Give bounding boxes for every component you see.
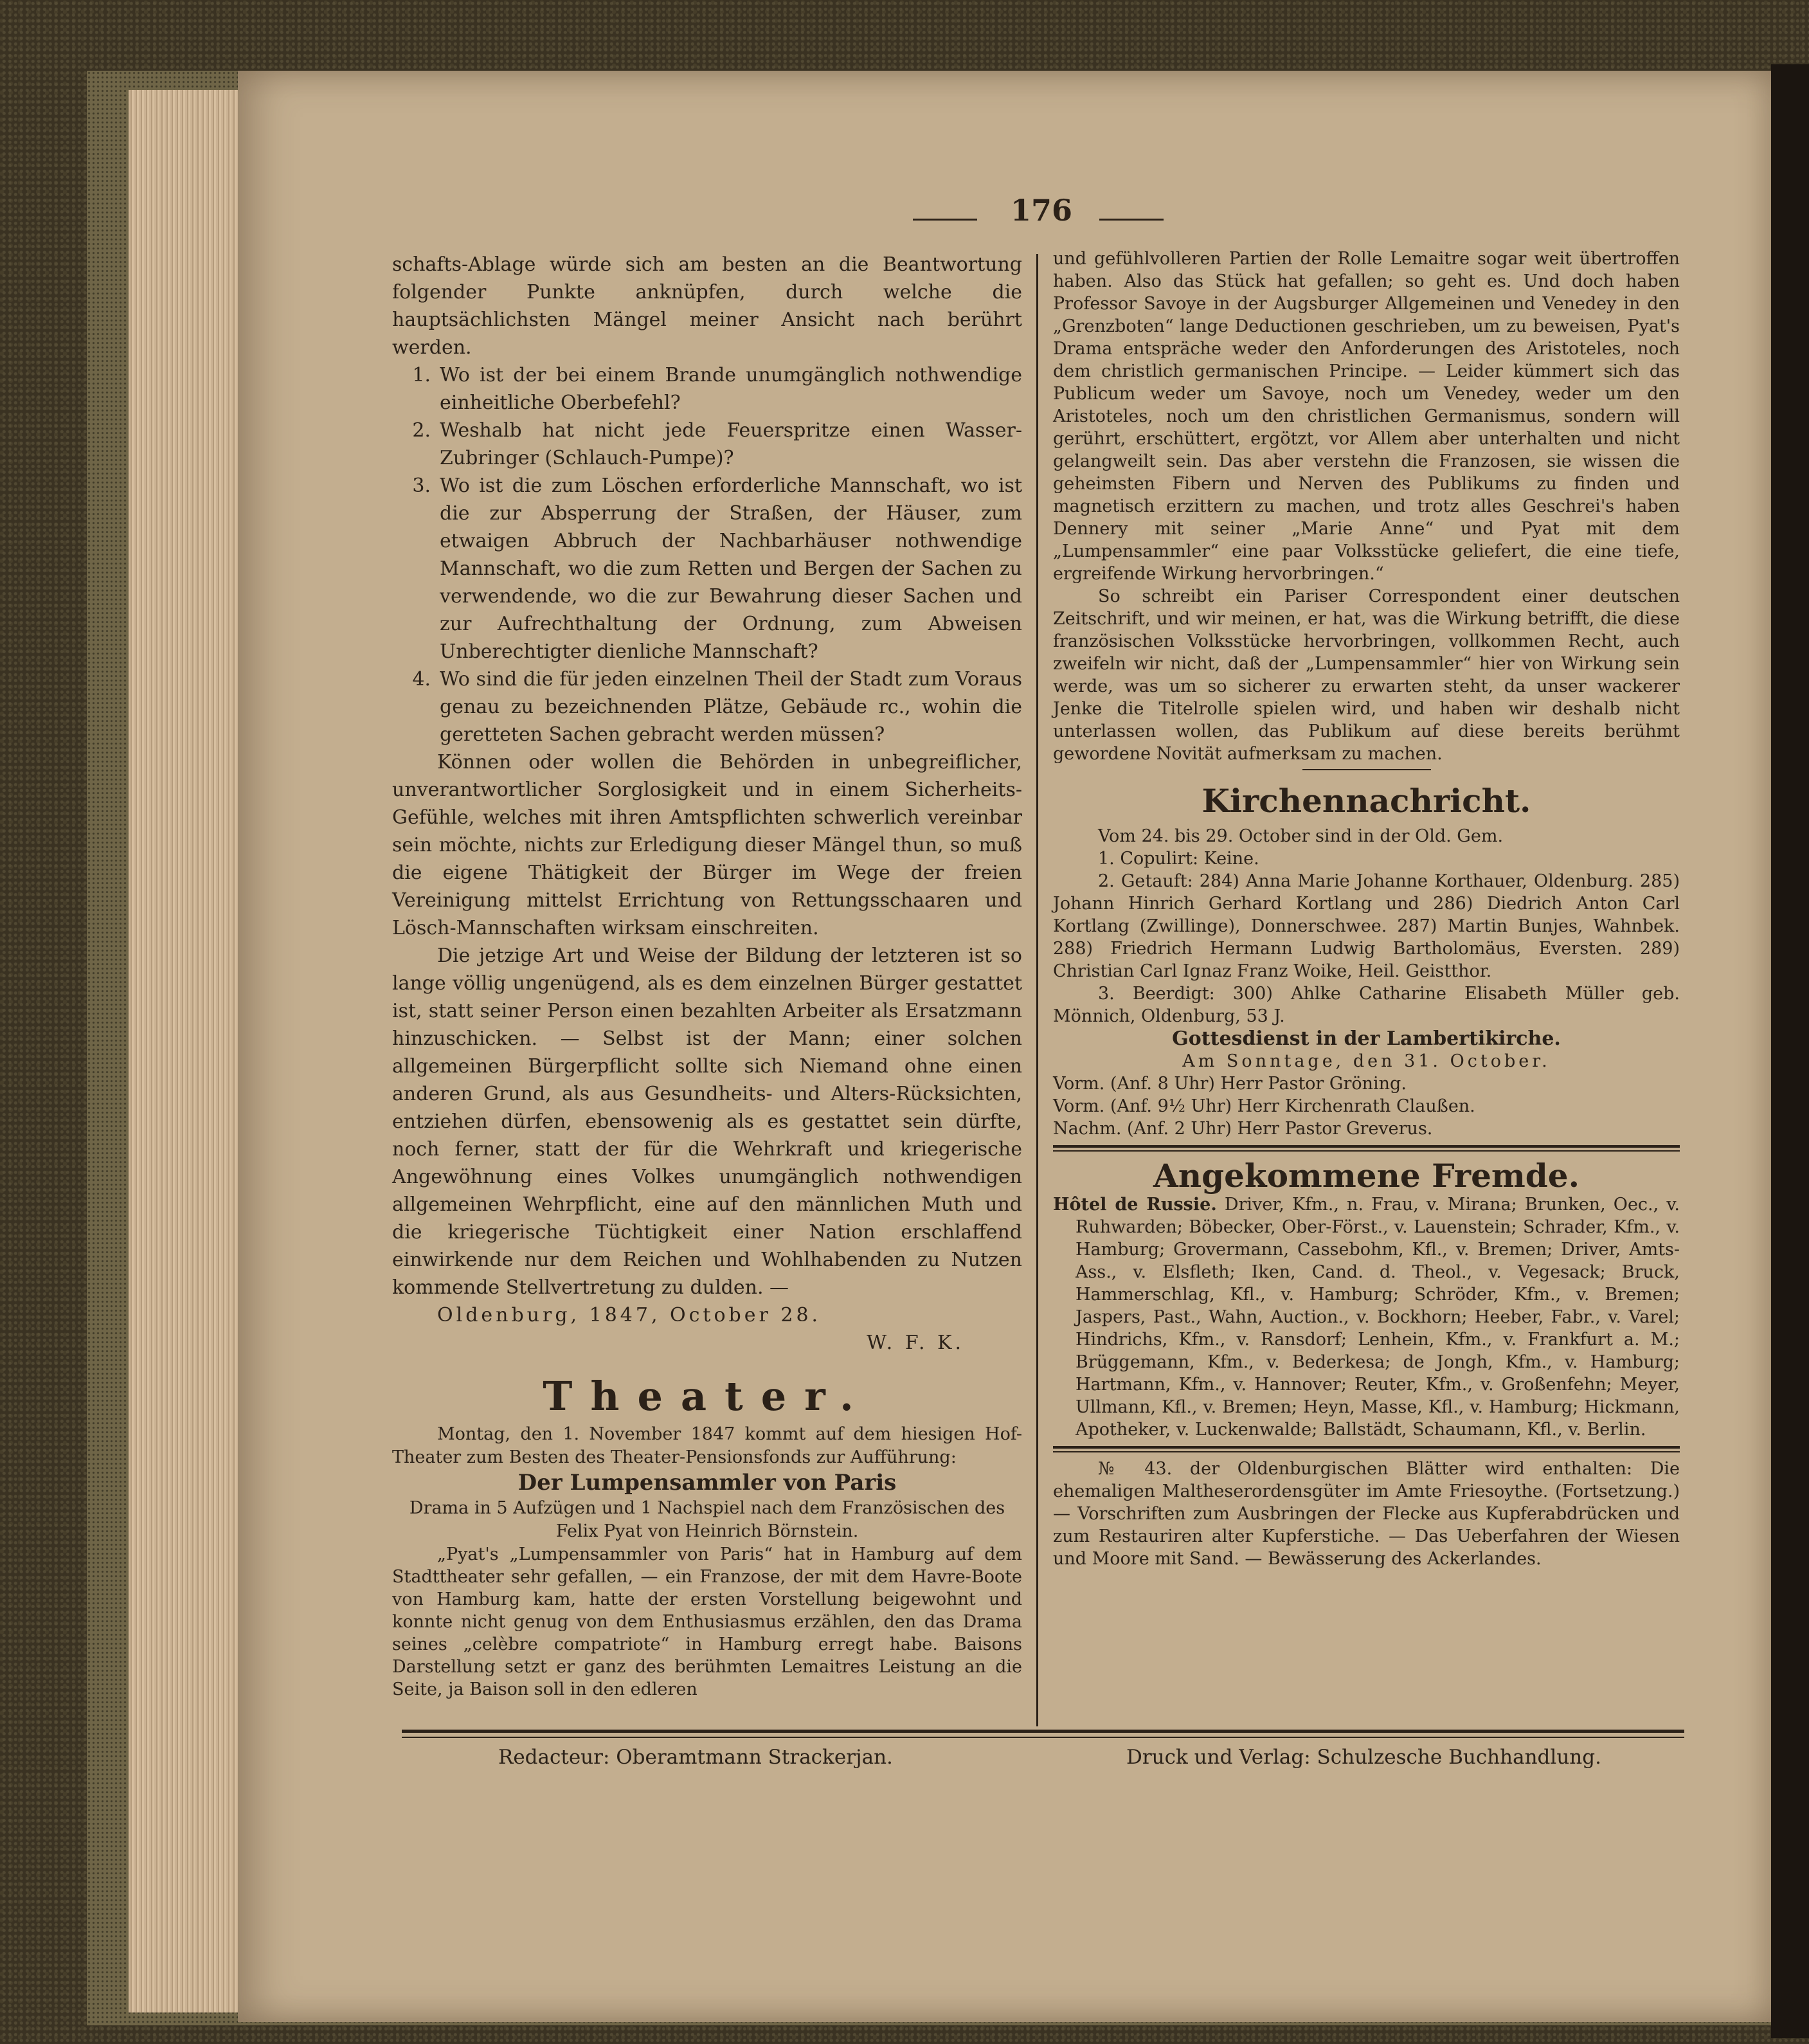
beerdigt-entry: 3. Beerdigt: 300) Ahlke Catharine Elisabeth Müller geb. Mönnich, Oldenburg, 53 J. <box>1053 984 1680 1026</box>
theater-review-continued: und gefühlvolleren Partien der Rolle Lemaitre sogar weit übertroffen haben. Also das Stück hat gefallen; so geht es. Und doch haben Professor Savoye in der Augsburger Allgemeinen und Venedey in den „Grenzboten“ lange Deductionen geschrieben, um zu beweisen, Pyat's Drama entspräche weder den Anforderungen des Aristoteles, noch dem christlich germanischen Principe. — Leider kümmert sich das Publicum weder um Savoye, noch um Venedey, weder um den Aristoteles, noch um den christlichen Germanismus, sondern will gerührt, erschüttert, ergötzt, vor Allem aber unterhalten und nicht gelangweilt sein. Das aber verstehn die Franzosen, sie wissen die geheimsten Fibern und Nerven des Publikums zu finden und magnetisch erzittern zu machen, und trotz alles Geschrei's haben Dennery mit seiner „Marie Anne“ und Pyat mit dem „Lumpensammler“ eine paar Volksstücke geliefert, die eine tiefe, ergreifende Wirkung hervorbringen.“ <box>1053 249 1680 584</box>
signature: W. F. K. <box>867 1332 964 1354</box>
church-news-intro: Vom 24. bis 29. October sind in der Old. Gem. <box>1098 826 1504 846</box>
bottom-rule <box>402 1730 1684 1738</box>
service-heading: Gottesdienst in der Lambertikirche. <box>1172 1027 1561 1050</box>
question-item <box>392 665 1022 748</box>
column-divider <box>1036 254 1038 1726</box>
question-text: Wo ist die zum Löschen erforderliche Mannschaft, wo ist die zur Absperrung der Straßen, der Häuser, zum etwaigen Abbruch der Nachbarhäuser nothwendige Mannschaft, wo die zum Retten und Bergen der Sachen zu verwendende, wo die zur Bewahrung dieser Sachen und zur Aufrechthaltung der Ordnung, zum Abweisen Unberechtigter dienliche Mannschaft? <box>440 475 1022 663</box>
copulirt-entry: 1. Copulirt: Keine. <box>1098 849 1259 869</box>
theater-review-paragraph: So schreibt ein Pariser Correspondent einer deutschen Zeitschrift, und wir meinen, er hat, was die Wirkung betrifft, die diese französischen Volksstücke hervorbringen, vollkommen Recht, auch zweifeln wir nicht, daß der „Lumpensammler“ hier von Wirkung sein werde, was um so sicherer zu erwarten steht, da unser wackerer Jenke die Titelrolle spielen wird, und haben wir deshalb nicht unterlassen wollen, das Publikum auf diese bereits berühmt gewordene Novität aufmerksam zu machen. <box>1053 586 1680 764</box>
body-paragraph: Die jetzige Art und Weise der Bildung der letzteren ist so lange völlig ungenügend, als es dem einzelnen Bürger gestattet ist, statt seiner Person einen bezahlten Arbeiter als Ersatzmann hinzuschicken. — Selbst ist der Mann; einer solchen allgemeinen Bürgerpflicht sollte sich Niemand ohne einen anderen Grund, als aus Gesundheits- und Alters-Rücksichten, entziehen dürfen, ebensowenig als es gestattet sein dürfte, noch ferner, statt der für die Wehrkraft und kriegerische Angewöhnung eines Volkes unumgänglich nothwendigen allgemeinen Wehrpflicht, eine auf den männlichen Muth und die kriegerische Tüchtigkeit einer Nation erschlaffend einwirkende nur dem Reichen und Wohlhabenden zu Nutzen kommende Stellvertretung zu dulden. — <box>392 945 1022 1299</box>
section-divider <box>1302 769 1431 770</box>
church-news-heading: Kirchennachricht. <box>1202 782 1531 820</box>
left-column <box>392 251 1022 1701</box>
question-number: 1. <box>412 364 431 386</box>
page-number: 176 <box>1010 193 1073 228</box>
question-text: Wo ist der bei einem Brande unumgänglich nothwendige einheitliche Oberbefehl? <box>440 364 1022 414</box>
getauft-entry: 2. Getauft: 284) Anna Marie Johanne Korthauer, Oldenburg. 285) Johann Hinrich Gerhard Kortlang und 286) Diedrich Anton Carl Kortlang (Zwillinge), Donnerschwee. 287) Martin Bunjes, Wahnbek. 288) Friedrich Hermann Ludwig Bartholomäus, Eversten. 289) Christian Carl Ignaz Franz Woike, Heil. Geistthor. <box>1053 871 1680 981</box>
theater-heading: Theater. <box>543 1373 872 1420</box>
footer-publisher: Druck und Verlag: Schulzesche Buchhandlung. <box>1126 1746 1601 1769</box>
question-text: Wo sind die für jeden einzelnen Theil der Stadt zum Voraus genau zu bezeichnenden Plätze, Gebäude rc., wohin die geretteten Sachen gebracht werden müssen? <box>440 668 1022 746</box>
page-header <box>906 193 1176 244</box>
question-item <box>392 417 1022 472</box>
theater-review: „Pyat's „Lumpensammler von Paris“ hat in Hamburg auf dem Stadttheater sehr gefallen, — ein Franzose, der mit dem Havre-Boote von Hamburg kam, hatte der ersten Vorstellung beigewohnt und konnte nicht genug von dem Enthusiasmus erzählen, den das Drama seines „celèbre compatriote“ in Hamburg erregt habe. Baisons Darstellung setzt er ganz des berühmten Lemaitres Leistung an die Seite, ja Baison soll in den edleren <box>392 1544 1022 1699</box>
hotel-name: Hôtel de Russie. <box>1053 1195 1217 1215</box>
service-line: Vorm. (Anf. 8 Uhr) Herr Pastor Gröning. <box>1053 1074 1407 1094</box>
intro-paragraph: schafts-Ablage würde sich am besten an die Beantwortung folgender Punkte anknüpfen, durch welche die hauptsächlichsten Mängel meiner Ansicht nach berührt werden. <box>392 253 1022 359</box>
page-edges <box>129 90 244 2012</box>
question-item <box>392 472 1022 665</box>
binding-shadow <box>1771 64 1809 2038</box>
play-description: Drama in 5 Aufzügen und 1 Nachspiel nach dem Französischen des Felix Pyat von Heinrich Börnstein. <box>409 1498 1005 1541</box>
notice-paragraph: № 43. der Oldenburgischen Blätter wird enthalten: Die ehemaligen Maltheserordensgüter im Amte Friesoythe. (Fortsetzung.) — Vorschriften zum Ausbringen der Flecke aus Kupferabdrücken und zum Restauriren alter Kupferstiche. — Das Ueberfahren der Wiesen und Moore mit Sand. — Bewässerung des Ackerlandes. <box>1053 1459 1680 1569</box>
double-rule <box>1053 1446 1680 1452</box>
service-line: Vorm. (Anf. 9½ Uhr) Herr Kirchenrath Claußen. <box>1053 1096 1475 1116</box>
service-line: Nachm. (Anf. 2 Uhr) Herr Pastor Greverus. <box>1053 1119 1433 1139</box>
question-number: 4. <box>412 668 431 691</box>
theater-intro: Montag, den 1. November 1847 kommt auf dem hiesigen Hof-Theater zum Besten des Theater-Pensionsfonds zur Aufführung: <box>392 1424 1022 1467</box>
arrivals-list: Driver, Kfm., n. Frau, v. Mirana; Brunken, Oec., v. Ruhwarden; Böbecker, Ober-Först., v. Lauenstein; Schrader, Kfm., v. Hamburg; Grovermann, Cassebohm, Kfl., v. Bremen; Driver, Amts-Ass., v. Elsfleth; Iken, Cand. d. Theol., v. Vegesack; Bruck, Hammerschlag, Kfl., v. Hamburg; Schröder, Kfm., v. Bremen; Jaspers, Past., Wahn, Auction., v. Bockhorn; Heeber, Fabr., v. Varel; Hindrichs, Kfm., v. Ransdorf; Lenhein, Kfm., v. Frankfurt a. M.; Brüggemann, Kfm., v. Bederkesa; de Jongh, Kfm., v. Hamburg; Hartmann, Kfm., v. Hannover; Reuter, Kfm., v. Großenfehn; Meyer, Ullmann, Kfl., v. Bremen; Heyn, Masse, Kfl., v. Hamburg; Hickmann, Apotheker, v. Luckenwalde; Ballstädt, Schaumann, Kfl., v. Berlin. <box>1076 1195 1680 1440</box>
question-item <box>392 361 1022 417</box>
service-date: Am Sonntage, den 31. October. <box>1182 1051 1551 1071</box>
header-rule-right <box>1099 219 1164 221</box>
play-title: Der Lumpensammler von Paris <box>518 1470 897 1496</box>
dateline: Oldenburg, 1847, October 28. <box>437 1304 822 1326</box>
right-column <box>1053 248 1680 1570</box>
double-rule <box>1053 1145 1680 1152</box>
body-paragraph: Können oder wollen die Behörden in unbegreiflicher, unverantwortlicher Sorglosigkeit und in einem Sicherheits-Gefühle, welches mit ihren Amtspflichten schwerlich vereinbar sein möchte, nichts zur Erledigung dieser Mängel thun, so muß die eigene Thätigkeit der Bürger im Wege der freien Vereinigung mittelst Errichtung von Rettungsschaaren und Lösch-Mannschaften wirksam einschreiten. <box>392 751 1022 939</box>
question-number: 3. <box>412 475 431 497</box>
footer-editor: Redacteur: Oberamtmann Strackerjan. <box>498 1746 893 1769</box>
question-number: 2. <box>412 419 431 442</box>
arrivals-heading: Angekommene Fremde. <box>1153 1157 1580 1195</box>
question-text: Weshalb hat nicht jede Feuerspritze einen Wasser-Zubringer (Schlauch-Pumpe)? <box>440 419 1022 469</box>
header-rule-left <box>913 219 977 221</box>
